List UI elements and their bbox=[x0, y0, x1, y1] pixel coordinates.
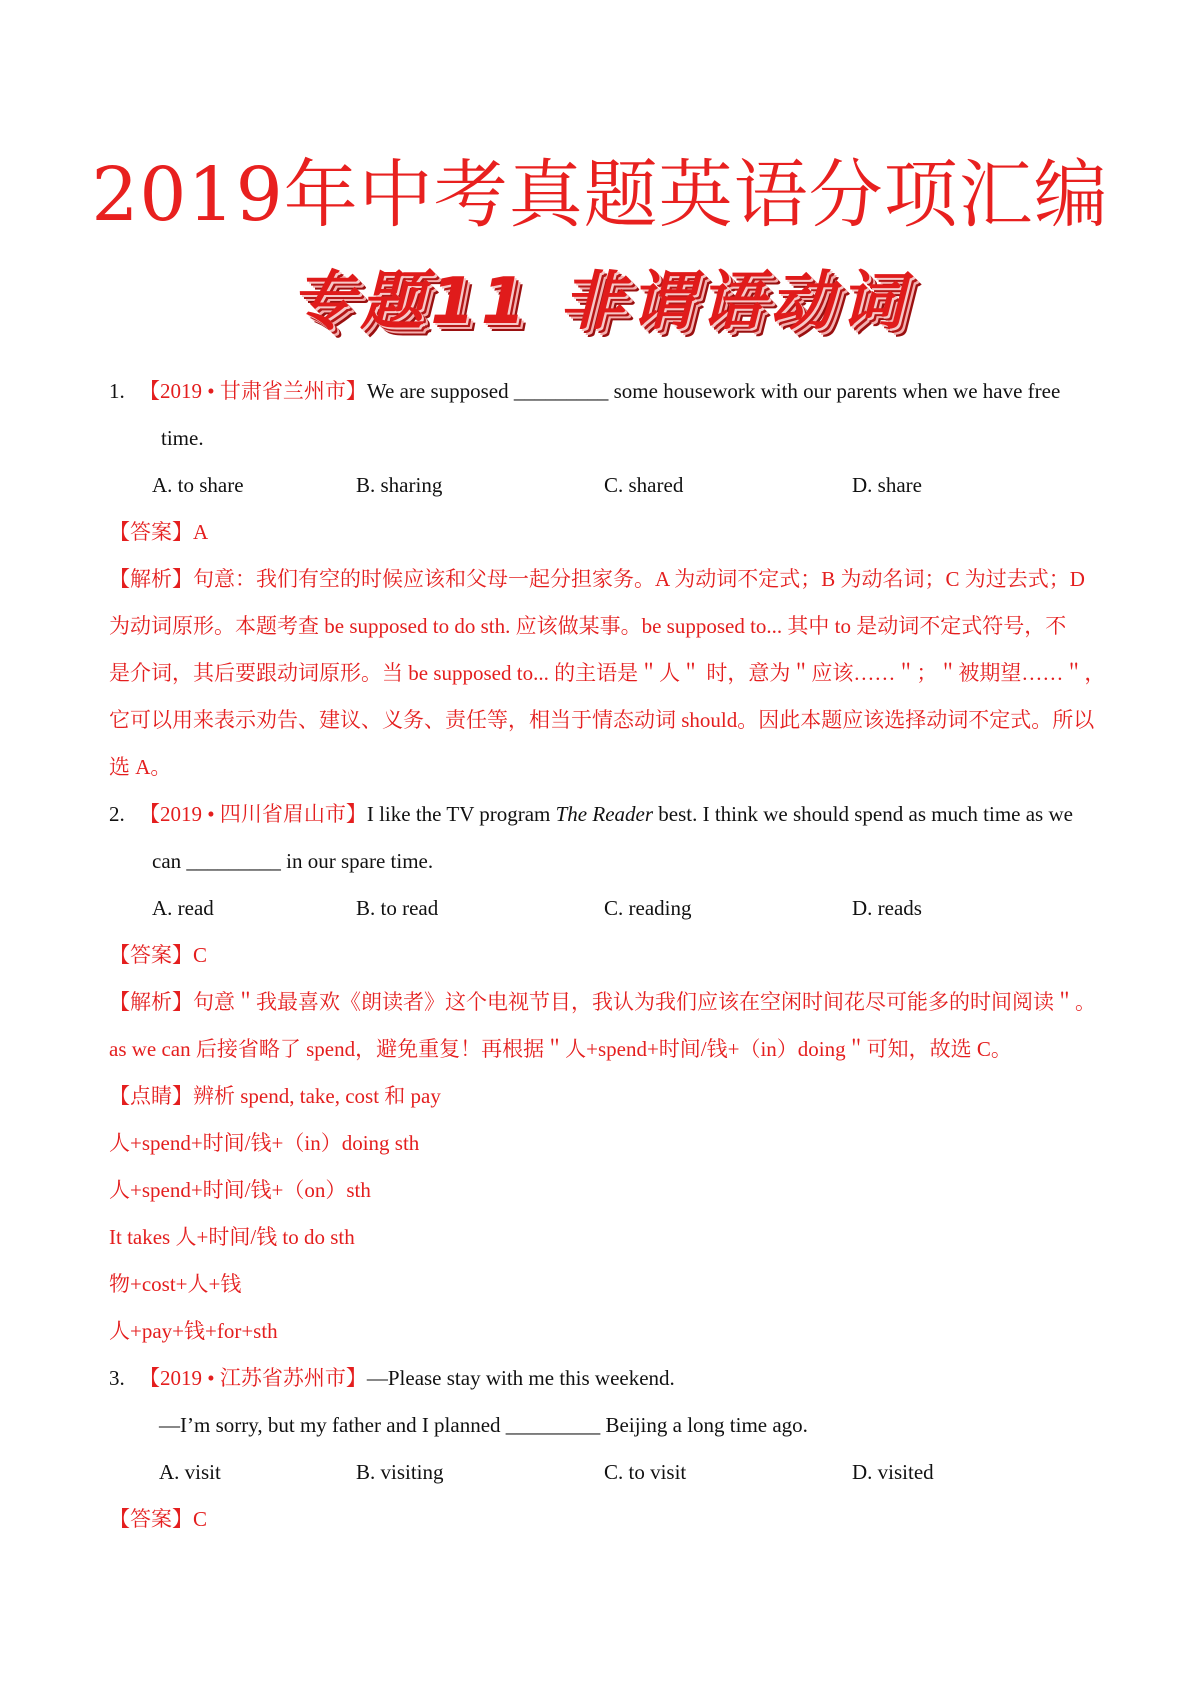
question-3-options bbox=[109, 1449, 1114, 1496]
question-3-stem-cont: —I’m sorry, but my father and I planned _________ Beijing a long time ago. bbox=[159, 1413, 808, 1437]
question-1-options bbox=[109, 462, 1114, 509]
analysis-line: 选 A。 bbox=[109, 755, 172, 779]
question-2-analysis bbox=[109, 979, 1114, 1073]
question-2-stem-cont: can _________ in our spare time. bbox=[152, 849, 434, 873]
question-text: We are supposed _________ some housework with our parents when we have free bbox=[366, 379, 1061, 403]
question-1-answer: 【答案】A bbox=[109, 520, 209, 544]
question-1-stem-cont: time. bbox=[161, 426, 204, 450]
question-1-stem bbox=[109, 368, 1114, 415]
question-text: I like the TV program bbox=[366, 802, 556, 826]
option-d: D. reads bbox=[852, 896, 922, 920]
option-d: D. share bbox=[852, 473, 922, 497]
question-number: 2. bbox=[109, 802, 125, 826]
question-source: 【2019 • 四川省眉山市】 bbox=[139, 802, 367, 826]
analysis-line: as we can 后接省略了 spend，避免重复！再根据＂人+spend+时间/钱+（in）doing＂可知，故选 C。 bbox=[109, 1037, 1012, 1061]
question-text: best. I think we should spend as much time as we bbox=[653, 802, 1073, 826]
question-3-stem bbox=[109, 1355, 1114, 1402]
tip-line: 人+pay+钱+for+sth bbox=[109, 1319, 278, 1343]
question-1-analysis bbox=[109, 556, 1114, 791]
tip-line: 人+spend+时间/钱+（in）doing sth bbox=[109, 1131, 420, 1155]
question-number: 1. bbox=[109, 379, 125, 403]
question-source: 【2019 • 江苏省苏州市】 bbox=[139, 1366, 367, 1390]
analysis-line: 它可以用来表示劝告、建议、义务、责任等，相当于情态动词 should。因此本题应该选择动词不定式。所以 bbox=[109, 708, 1095, 732]
question-2-answer: 【答案】C bbox=[109, 943, 208, 967]
tip-line: 物+cost+人+钱 bbox=[109, 1272, 242, 1296]
question-3-answer: 【答案】C bbox=[109, 1507, 208, 1531]
question-2-tip bbox=[109, 1073, 1114, 1355]
option-a: A. read bbox=[152, 896, 214, 920]
question-italic-title: The Reader bbox=[555, 802, 654, 826]
question-2-stem bbox=[109, 791, 1114, 838]
option-c: C. to visit bbox=[604, 1460, 687, 1484]
analysis-line: 【解析】句意：我们有空的时候应该和父母一起分担家务。A 为动词不定式；B 为动名词；C 为过去式；D bbox=[109, 567, 1085, 591]
question-source: 【2019 • 甘肃省兰州市】 bbox=[139, 379, 367, 403]
question-text: —Please stay with me this weekend. bbox=[366, 1366, 675, 1390]
option-a: A. to share bbox=[152, 473, 244, 497]
tip-line: 人+spend+时间/钱+（on）sth bbox=[109, 1178, 371, 1202]
analysis-line: 是介词，其后要跟动词原形。当 be supposed to... 的主语是＂人＂ 时，意为＂应该……＂；＂被期望……＂， bbox=[109, 661, 1106, 685]
analysis-line: 【解析】句意＂我最喜欢《朗读者》这个电视节目，我认为我们应该在空闲时间花尽可能多的时间阅读＂。 bbox=[109, 990, 1096, 1014]
option-c: C. shared bbox=[604, 473, 684, 497]
option-a: A. visit bbox=[159, 1460, 221, 1484]
document-body bbox=[109, 368, 1114, 1543]
option-c: C. reading bbox=[604, 896, 692, 920]
tip-line: It takes 人+时间/钱 to do sth bbox=[109, 1225, 355, 1249]
page-subtitle: 专题11 非谓语动词 bbox=[290, 265, 910, 339]
option-b: B. sharing bbox=[356, 473, 443, 497]
tip-line: 【点睛】辨析 spend, take, cost 和 pay bbox=[109, 1084, 441, 1108]
option-b: B. to read bbox=[356, 896, 439, 920]
option-d: D. visited bbox=[852, 1460, 934, 1484]
page-title: 2019年中考真题英语分项汇编 bbox=[91, 152, 1109, 238]
option-b: B. visiting bbox=[356, 1460, 444, 1484]
question-2-options bbox=[109, 885, 1114, 932]
analysis-line: 为动词原形。本题考查 be supposed to do sth. 应该做某事。be supposed to... 其中 to 是动词不定式符号，不 bbox=[109, 614, 1067, 638]
question-number: 3. bbox=[109, 1366, 125, 1390]
